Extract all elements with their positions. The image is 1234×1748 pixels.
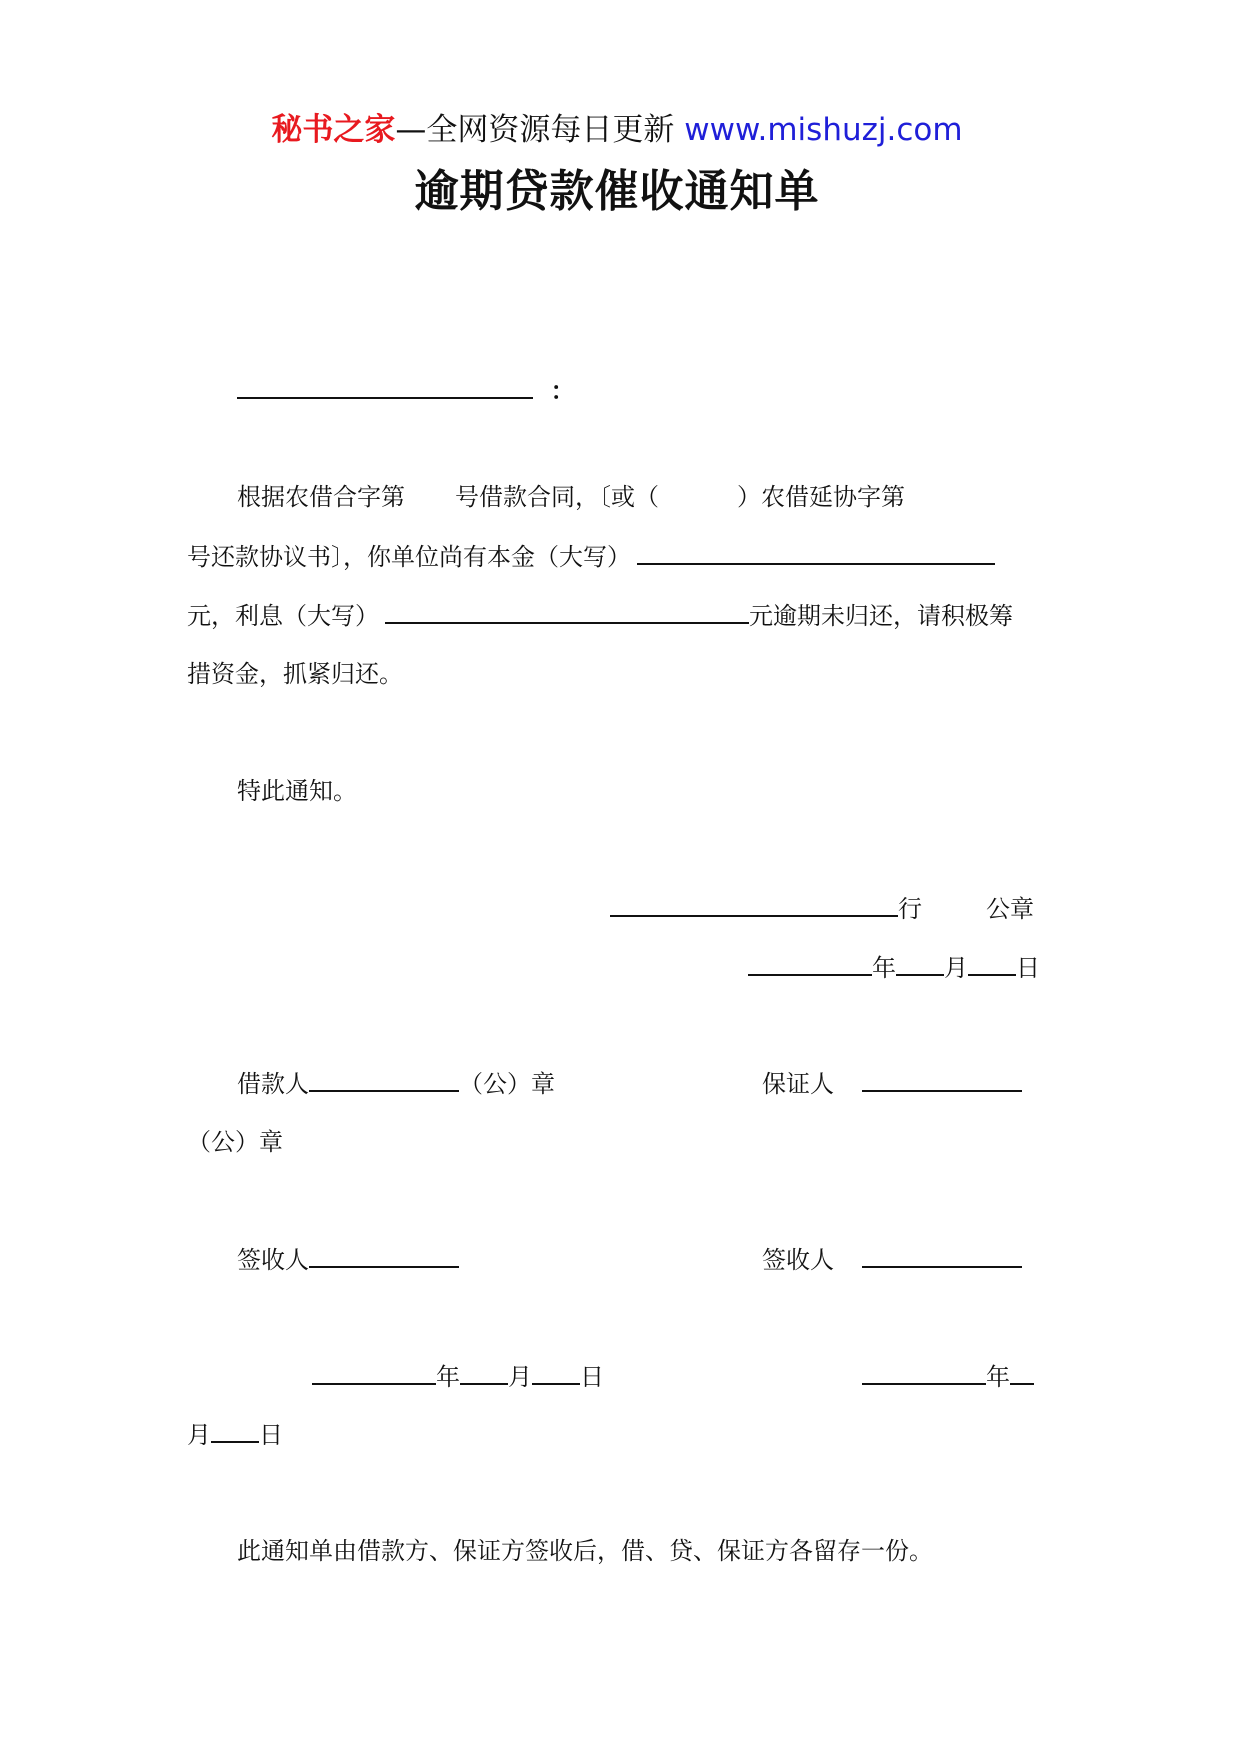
principal-blank[interactable] bbox=[637, 541, 995, 565]
brand-name: 秘书之家 bbox=[271, 112, 396, 148]
right-signer-blank[interactable] bbox=[862, 1244, 1022, 1268]
borrower-blank[interactable] bbox=[309, 1068, 459, 1092]
principal-label: 号还款协议书〕，你单位尚有本金（大写） bbox=[187, 543, 631, 571]
guarantor-line bbox=[762, 1068, 1022, 1099]
left-date-line bbox=[312, 1361, 604, 1392]
contract-prefix: 根据农借合字第 bbox=[237, 483, 405, 511]
bank-date-line bbox=[748, 952, 1040, 983]
right-month-blank[interactable] bbox=[1010, 1361, 1034, 1385]
notice-end: 特此通知。 bbox=[237, 777, 357, 805]
left-day-label: 日 bbox=[580, 1363, 604, 1391]
bank-seal: 公章 bbox=[986, 895, 1034, 923]
bank-day-blank[interactable] bbox=[968, 952, 1016, 976]
bank-month-label: 月 bbox=[944, 954, 968, 982]
site-watermark bbox=[0, 104, 1234, 149]
left-signer-label: 签收人 bbox=[237, 1246, 309, 1274]
borrower-line bbox=[237, 1068, 555, 1099]
right-signer-label: 签收人 bbox=[762, 1246, 834, 1274]
right-day-label: 日 bbox=[259, 1421, 283, 1449]
borrower-label: 借款人 bbox=[237, 1070, 309, 1098]
bank-seal-line bbox=[610, 893, 1034, 924]
right-year-label: 年 bbox=[986, 1363, 1010, 1391]
site-url[interactable]: www.mishuzj.com bbox=[684, 112, 963, 148]
right-date-line-2 bbox=[187, 1419, 283, 1450]
contract-middle: 号借款合同，〔或（ bbox=[455, 483, 659, 511]
guarantor-blank[interactable] bbox=[862, 1068, 1022, 1092]
right-day-blank[interactable] bbox=[211, 1419, 259, 1443]
body-line-4: 措资金，抓紧归还。 bbox=[187, 660, 403, 688]
extension-suffix: ）农借延协字第 bbox=[737, 483, 905, 511]
left-day-blank[interactable] bbox=[532, 1361, 580, 1385]
bank-day-label: 日 bbox=[1016, 954, 1040, 982]
addressee-line bbox=[237, 375, 575, 406]
right-year-blank[interactable] bbox=[862, 1361, 986, 1385]
borrower-seal: （公）章 bbox=[459, 1070, 555, 1098]
right-month-label: 月 bbox=[187, 1421, 211, 1449]
right-date-line-1 bbox=[862, 1361, 1034, 1392]
interest-blank[interactable] bbox=[385, 600, 749, 624]
body-line-2 bbox=[187, 541, 995, 572]
guarantor-seal: （公）章 bbox=[187, 1128, 283, 1156]
overdue-text: 元逾期未归还，请积极筹 bbox=[749, 602, 1013, 630]
addressee-colon: ： bbox=[550, 376, 575, 405]
guarantor-label: 保证人 bbox=[762, 1070, 834, 1098]
left-signer-line bbox=[237, 1244, 459, 1275]
footer-note: 此通知单由借款方、保证方签收后，借、贷、保证方各留存一份。 bbox=[237, 1537, 933, 1565]
right-signer-line bbox=[762, 1244, 1022, 1275]
bank-hang: 行 bbox=[898, 895, 922, 923]
left-month-blank[interactable] bbox=[460, 1361, 508, 1385]
body-line-1 bbox=[237, 482, 905, 512]
slogan: —全网资源每日更新 bbox=[395, 112, 675, 148]
left-year-blank[interactable] bbox=[312, 1361, 436, 1385]
left-year-label: 年 bbox=[436, 1363, 460, 1391]
bank-month-blank[interactable] bbox=[896, 952, 944, 976]
document-title: 逾期贷款催收通知单 bbox=[414, 166, 820, 217]
bank-year-blank[interactable] bbox=[748, 952, 872, 976]
left-signer-blank[interactable] bbox=[309, 1244, 459, 1268]
bank-name-blank[interactable] bbox=[610, 893, 898, 917]
interest-label: 元，利息（大写） bbox=[187, 602, 379, 630]
body-line-3 bbox=[187, 600, 1013, 631]
bank-year-label: 年 bbox=[872, 954, 896, 982]
left-month-label: 月 bbox=[508, 1363, 532, 1391]
addressee-blank[interactable] bbox=[237, 375, 533, 399]
